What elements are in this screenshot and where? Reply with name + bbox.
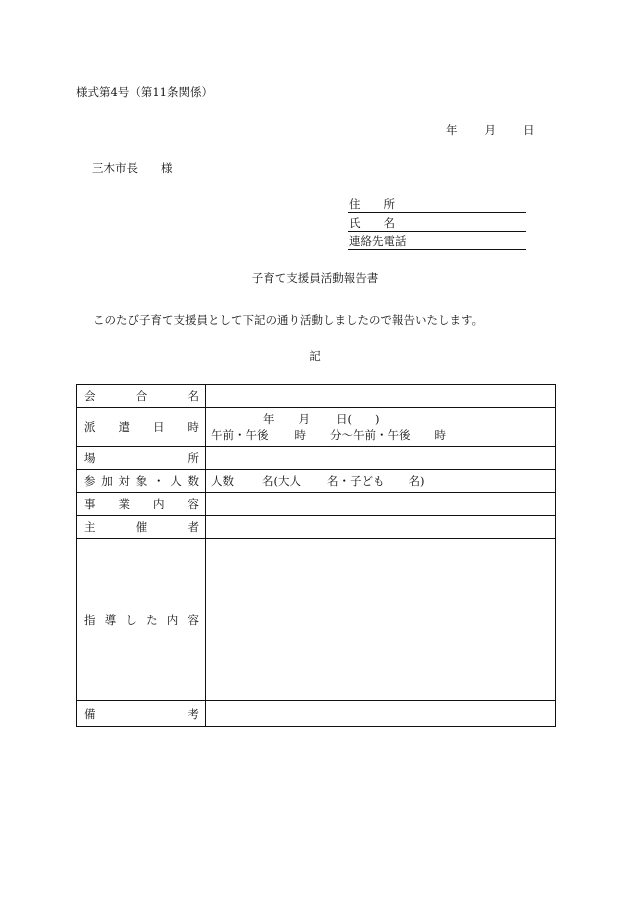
label-char: 所 bbox=[187, 451, 199, 465]
label-char: 対 bbox=[118, 474, 130, 488]
label-char: 内 bbox=[153, 497, 165, 511]
table-row-organizer bbox=[77, 516, 556, 539]
label-chars bbox=[77, 706, 205, 722]
table-row-dispatch bbox=[77, 408, 556, 447]
label-char: 者 bbox=[187, 520, 199, 534]
dispatch-datetime-field[interactable] bbox=[206, 408, 556, 447]
address-label: 住 所 bbox=[349, 197, 395, 211]
name-label: 氏 名 bbox=[349, 216, 395, 230]
dispatch-ampm-start: 午前・午後 bbox=[211, 428, 269, 442]
participants-people-label: 人数 bbox=[211, 474, 234, 488]
label-char: 会 bbox=[84, 389, 96, 403]
label-char: 指 bbox=[84, 612, 96, 627]
guidance-label bbox=[77, 539, 206, 701]
organizer-field[interactable] bbox=[206, 516, 556, 539]
document-title: 子育て支援員活動報告書 bbox=[251, 271, 379, 285]
table-row-place bbox=[77, 447, 556, 470]
dispatch-min-range: 分～午前・午後 bbox=[330, 428, 411, 442]
label-chars bbox=[77, 388, 205, 404]
place-field[interactable] bbox=[206, 447, 556, 470]
label-char: 考 bbox=[187, 706, 199, 721]
guidance-field[interactable] bbox=[206, 539, 556, 701]
table-row-guidance bbox=[77, 539, 556, 701]
table-row-participants bbox=[77, 470, 556, 493]
label-chars bbox=[77, 419, 205, 435]
label-char: 遣 bbox=[118, 420, 130, 434]
label-chars bbox=[77, 519, 205, 535]
dispatch-year: 年 bbox=[263, 412, 275, 426]
label-char: 業 bbox=[118, 497, 130, 511]
addressee: 三木市長 様 bbox=[92, 161, 173, 175]
participants-adults-label: 名(大人 bbox=[262, 474, 301, 488]
address-field[interactable] bbox=[348, 196, 526, 213]
business-field[interactable] bbox=[206, 493, 556, 516]
remarks-field[interactable] bbox=[206, 701, 556, 727]
label-char: 象 bbox=[135, 474, 148, 488]
report-table bbox=[76, 384, 556, 727]
label-chars bbox=[77, 496, 205, 512]
dispatch-hour-end: 時 bbox=[434, 428, 446, 442]
label-char: ・ bbox=[153, 474, 165, 488]
label-char: 数 bbox=[187, 474, 199, 488]
date-year-label: 年 bbox=[446, 123, 458, 137]
dispatch-datetime-label bbox=[77, 408, 206, 447]
name-field[interactable] bbox=[348, 215, 526, 232]
ki-heading: 記 bbox=[309, 349, 321, 363]
report-date bbox=[446, 122, 535, 138]
phone-field[interactable] bbox=[348, 233, 526, 250]
label-char: 容 bbox=[187, 497, 199, 511]
label-char: 合 bbox=[135, 389, 148, 403]
dispatch-time-line bbox=[211, 427, 555, 443]
label-char: た bbox=[146, 612, 158, 627]
label-char: 場 bbox=[84, 451, 96, 465]
dispatch-month: 月 bbox=[298, 412, 310, 426]
table-row-meeting bbox=[77, 385, 556, 408]
label-chars bbox=[77, 450, 205, 466]
label-char: 時 bbox=[187, 420, 199, 434]
intro-text: このたび子育て支援員として下記の通り活動しましたので報告いたします。 bbox=[93, 313, 484, 327]
organizer-label bbox=[77, 516, 206, 539]
label-char: 内 bbox=[166, 612, 179, 627]
participants-end-label: 名) bbox=[408, 474, 425, 488]
dispatch-hour-start: 時 bbox=[294, 428, 306, 442]
participants-field[interactable] bbox=[206, 470, 556, 493]
label-char: 導 bbox=[104, 612, 117, 627]
label-char: 参 bbox=[84, 474, 96, 488]
phone-label: 連絡先電話 bbox=[349, 234, 407, 248]
label-chars bbox=[77, 473, 205, 489]
label-char: 派 bbox=[84, 420, 96, 434]
label-char: 加 bbox=[101, 474, 113, 488]
label-char: 容 bbox=[187, 612, 199, 627]
label-char: 主 bbox=[84, 520, 96, 534]
place-label bbox=[77, 447, 206, 470]
dispatch-date-line bbox=[211, 411, 555, 427]
meeting-name-label bbox=[77, 385, 206, 408]
label-char: 催 bbox=[135, 520, 148, 534]
table-row-business bbox=[77, 493, 556, 516]
label-char: 事 bbox=[84, 497, 96, 511]
meeting-name-field[interactable] bbox=[206, 385, 556, 408]
date-month-label: 月 bbox=[484, 123, 496, 137]
label-char: 日 bbox=[153, 420, 165, 434]
remarks-label bbox=[77, 701, 206, 727]
label-char: し bbox=[125, 612, 137, 627]
business-label bbox=[77, 493, 206, 516]
date-day-label: 日 bbox=[523, 123, 535, 137]
label-char: 人 bbox=[170, 474, 182, 488]
participants-children-label: 名・子ども bbox=[327, 474, 385, 488]
form-number: 様式第4号（第11条関係） bbox=[76, 85, 213, 99]
label-char: 名 bbox=[187, 389, 199, 403]
label-char: 備 bbox=[84, 706, 96, 721]
label-chars bbox=[77, 612, 205, 628]
dispatch-day-weekday: 日( ) bbox=[336, 412, 380, 426]
table-row-remarks bbox=[77, 701, 556, 727]
participants-label bbox=[77, 470, 206, 493]
